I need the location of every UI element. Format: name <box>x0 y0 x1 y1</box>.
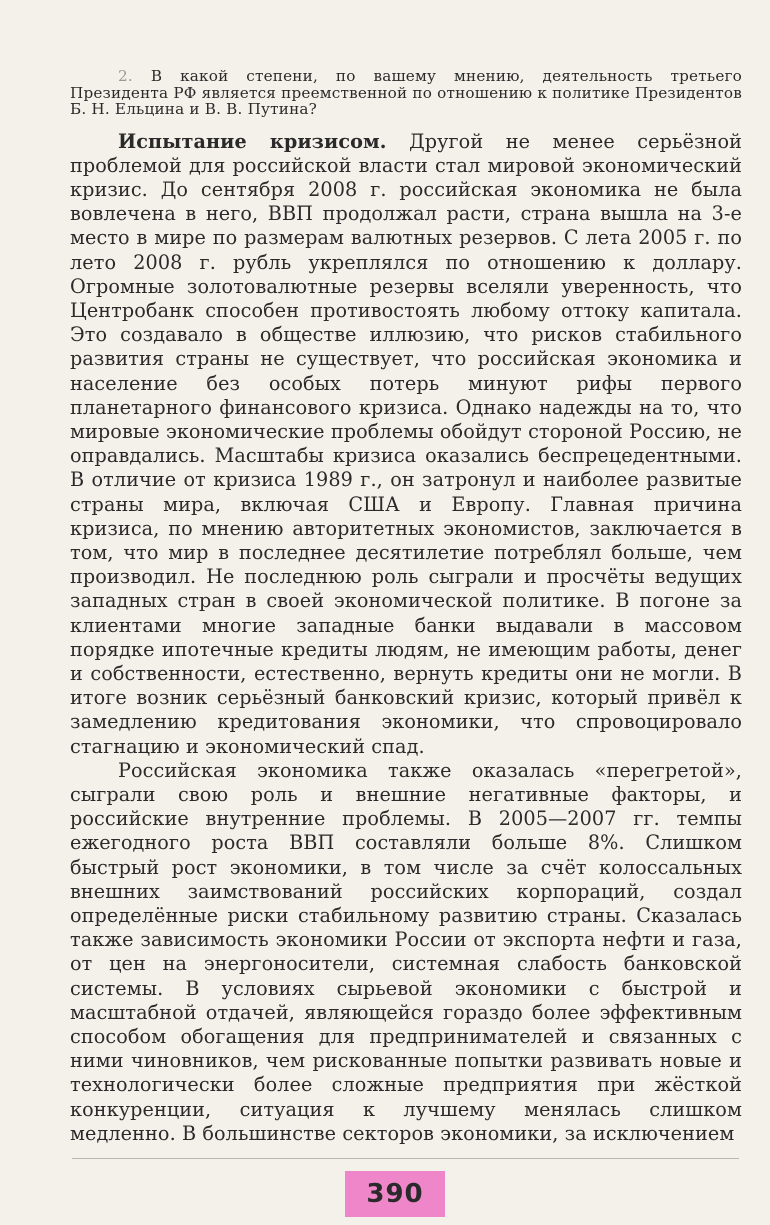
paragraph-1-text: Другой не менее серьёзной проблемой для российской власти стал мировой экономический кризис. До сентября 2008 г. российская экономика не была вовлечена в него, ВВП продолжал расти, страна вышла на 3-е место в мире по размерам валютных резервов. С лета 2005 г. по лето 2008 г. рубль укреплялся по отношению к доллару. Огромные золотовалютные резервы вселяли уверенность, что Центробанк способен противостоять любому оттоку капитала. Это создавало в обществе иллюзию, что рисков стабильного развития страны не существует, что российская экономика и население без особых потерь минуют рифы первого планетарного финансового кризиса. Однако надежды на то, что мировые экономические проблемы обойдут стороной Россию, не оправдались. Масштабы кризиса оказались беспрецедентными. В отличие от кризиса 1989 г., он затронул и наиболее развитые страны мира, включая США и Европу. Главная причина кризиса, по мнению авторитетных экономистов, заключается в том, что мир в последнее десятилетие потреблял больше, чем производил. Не последнюю роль сыграли и просчёты ведущих западных стран в своей экономической политике. В погоне за клиентами многие западные банки выдавали в массовом порядке ипотечные кредиты людям, не имеющим работы, денег и собственности, естественно, вернуть кредиты они не могли. В итоге возник серьёзный банковский кризис, который привёл к замедлению кредитования экономики, что спровоцировало стагнацию и экономический спад. <box>70 129 742 758</box>
footer-divider <box>72 1158 739 1159</box>
question-number: 2. <box>118 67 133 85</box>
review-question <box>70 68 742 118</box>
page-number: 390 <box>366 1179 424 1209</box>
page-number-badge <box>345 1171 445 1217</box>
paragraph-1 <box>70 130 742 759</box>
paragraph-2: Российская экономика также оказалась «перегретой», сыграли свою роль и внешние негативные факторы, и российские внутренние проблемы. В 2005—2007 гг. темпы ежегодного роста ВВП составляли больше 8%. Слишком быстрый рост экономики, в том числе за счёт колоссальных внешних заимствований российских корпораций, создал определённые риски стабильному развитию страны. Сказалась также зависимость экономики России от экспорта нефти и газа, от цен на энергоносители, системная слабость банковской системы. В условиях сырьевой экономики с быстрой и масштабной отдачей, являющейся гораздо более эффективным способом обогащения для предпринимателей и связанных с ними чиновников, чем рискованные попытки развивать новые и технологически более сложные предприятия при жёсткой конкуренции, ситуация к лучшему менялась слишком медленно. В большинстве секторов экономики, за исключением <box>70 758 742 1145</box>
section-heading: Испытание кризисом. <box>118 129 387 153</box>
question-text: В какой степени, по вашему мнению, деятельность третьего Президента РФ является преемственной по отношению к политике Президентов Б. Н. Ельцина и В. В. Путина? <box>70 67 743 118</box>
page-content <box>70 68 742 1146</box>
